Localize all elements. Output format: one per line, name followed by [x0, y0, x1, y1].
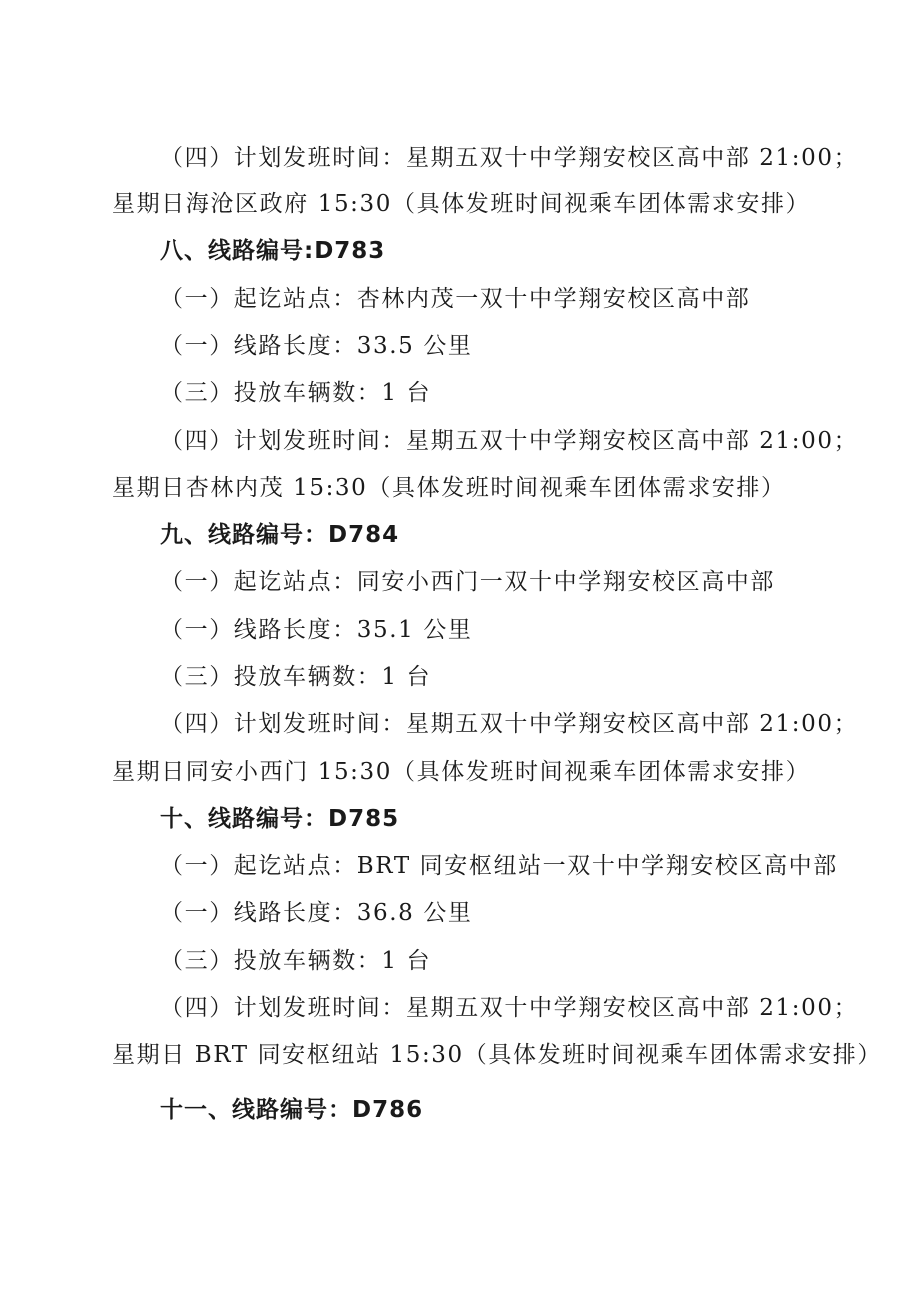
schedule-continuation: 星期日海沧区政府 15:30（具体发班时间视乘车团体需求安排）	[112, 191, 811, 217]
schedule-line: （四）计划发班时间：星期五双十中学翔安校区高中部 21:00；	[160, 711, 859, 737]
section-heading-route-11: 十一、线路编号：D786	[160, 1097, 424, 1123]
schedule-line: （四）计划发班时间：星期五双十中学翔安校区高中部 21:00；	[160, 995, 859, 1021]
length-line: （一）线路长度：33.5 公里	[160, 333, 473, 359]
section-heading-route-8: 八、线路编号:D783	[160, 238, 386, 264]
vehicles-line: （三）投放车辆数：1 台	[160, 380, 432, 406]
vehicles-line: （三）投放车辆数：1 台	[160, 664, 432, 690]
stops-line: （一）起讫站点：BRT 同安枢纽站一双十中学翔安校区高中部	[160, 853, 838, 879]
schedule-continuation: 星期日 BRT 同安枢纽站 15:30（具体发班时间视乘车团体需求安排）	[112, 1042, 882, 1068]
section-heading-route-9: 九、线路编号：D784	[160, 522, 400, 548]
stops-line: （一）起讫站点：杏林内茂一双十中学翔安校区高中部	[160, 286, 751, 312]
vehicles-line: （三）投放车辆数：1 台	[160, 948, 432, 974]
schedule-continuation: 星期日杏林内茂 15:30（具体发班时间视乘车团体需求安排）	[112, 475, 786, 501]
schedule-continuation: 星期日同安小西门 15:30（具体发班时间视乘车团体需求安排）	[112, 759, 811, 785]
schedule-line: （四）计划发班时间：星期五双十中学翔安校区高中部 21:00；	[160, 145, 859, 171]
length-line: （一）线路长度：36.8 公里	[160, 900, 473, 926]
section-heading-route-10: 十、线路编号：D785	[160, 806, 400, 832]
schedule-line: （四）计划发班时间：星期五双十中学翔安校区高中部 21:00；	[160, 428, 859, 454]
stops-line: （一）起讫站点：同安小西门一双十中学翔安校区高中部	[160, 569, 775, 595]
length-line: （一）线路长度：35.1 公里	[160, 617, 473, 643]
